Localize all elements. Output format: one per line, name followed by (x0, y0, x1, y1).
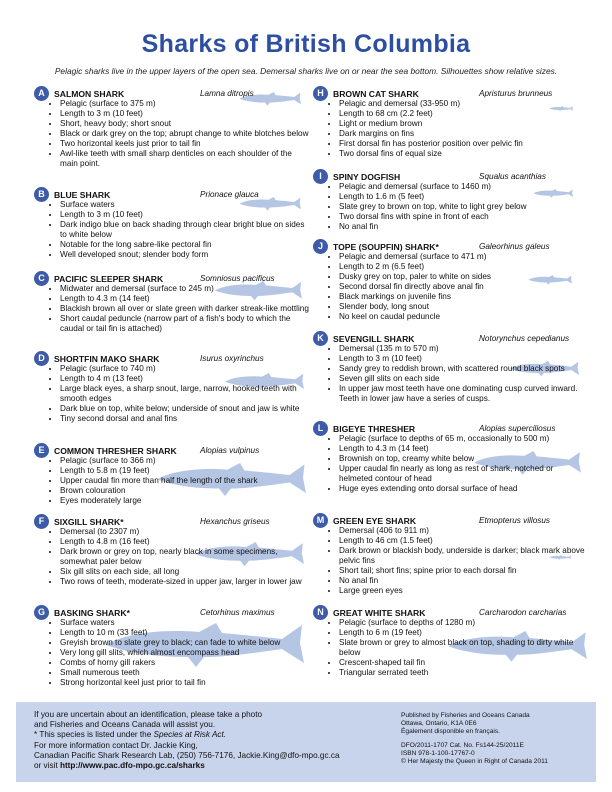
shark-fact: • Blackish brown all over or slate green with darker streak-like mottling (60, 304, 310, 314)
shark-fact: • Demersal (406 to 911 m) (339, 526, 589, 536)
shark-fact: • Length to 5.8 m (19 feet) (60, 466, 310, 476)
shark-fact: • Seven gill slits on each side (339, 374, 589, 384)
website-link[interactable]: http://www.pac.dfo-mpo.gc.ca/sharks (59, 761, 205, 771)
shark-fact: • Awl-like teeth with small sharp denticles on each shoulder of the main point. (60, 149, 310, 169)
shark-fact: • Dark brown or blackish body, underside is darker; black mark above pelvic fins (339, 546, 589, 566)
letter-badge: D (34, 351, 49, 366)
shark-name: BASKING SHARK* (54, 608, 130, 618)
letter-badge: L (313, 421, 328, 436)
shark-name: SPINY DOGFISH (333, 172, 401, 182)
shark-fact: • Pelagic (surface to 375 m) (60, 99, 310, 109)
shark-entry-b (34, 187, 304, 267)
shark-fact: • Length to 4.8 m (16 feet) (60, 537, 310, 547)
shark-fact: • Very long gill slits, which almost encompass head (60, 648, 310, 658)
shark-entry-l (313, 421, 583, 509)
shark-name: COMMON THRESHER SHARK (54, 446, 177, 456)
footer-line: For more information contact Dr. Jackie King, (34, 740, 198, 750)
shark-fact: • Length to 46 cm (1.5 feet) (339, 536, 589, 546)
shark-fact: • Length to 4.3 m (14 feet) (60, 294, 310, 304)
shark-name: GREEN EYE SHARK (333, 516, 417, 526)
shark-name: BIGEYE THRESHER (333, 424, 416, 434)
footer-line: or visit http://www.pac.dfo-mpo.gc.ca/sharks (34, 761, 205, 771)
shark-entry-m (313, 513, 583, 599)
shark-entry-d (34, 351, 304, 439)
shark-fact: • No anal fin (339, 222, 589, 232)
shark-fact: • Two dorsal fins with spine in front of each (339, 212, 589, 222)
shark-fact: • Short caudal peduncle (narrow part of a fish's body to which the caudal or tail fin is attached) (60, 314, 310, 334)
letter-badge: G (34, 605, 49, 620)
shark-entry-c (34, 271, 309, 347)
shark-fact: • Notable for the long sabre-like pectoral fin (60, 240, 310, 250)
shark-facts-list (325, 434, 589, 494)
letter-badge: A (34, 86, 49, 101)
shark-fact: • Slate brown or grey to almost black on top, shading to dirty white below (339, 638, 589, 658)
shark-fact: • Strong horizontal keel just prior to tail fin (60, 678, 310, 688)
shark-fact: • Length to 68 cm (2.2 feet) (339, 109, 589, 119)
shark-name: TOPE (SOUPFIN) SHARK* (333, 242, 439, 252)
shark-fact: • Small numerous teeth (60, 668, 310, 678)
shark-fact: • Length to 1.6 m (5 feet) (339, 192, 589, 202)
page-subtitle: Pelagic sharks live in the upper layers of the open sea. Demersal sharks live on or near the sea bottom. Silhouettes show relative sizes. (54, 66, 558, 76)
shark-fact: • Upper caudal fin nearly as long as rest of shark, notched or helmeted contour of head (339, 464, 589, 484)
shark-fact: • Pelagic and demersal (surface to 471 m) (339, 252, 589, 262)
shark-facts-list (325, 618, 589, 678)
shark-facts-list (325, 182, 589, 232)
scientific-name: Etmopterus villosus (479, 516, 550, 525)
shark-fact: • Length to 3 m (10 feet) (60, 109, 310, 119)
shark-fact: • Slender body, long snout (339, 302, 589, 312)
shark-fact: • No anal fin (339, 576, 589, 586)
publisher-line: Published by Fisheries and Oceans Canada (401, 712, 530, 719)
scientific-name: Apristurus brunneus (479, 89, 553, 98)
shark-facts-list (46, 527, 310, 587)
shark-fact: • Two rows of teeth, moderate-sized in upper jaw, larger in lower jaw (60, 577, 310, 587)
shark-fact: • Large green eyes (339, 586, 589, 596)
shark-fact: • Two horizontal keels just prior to tail fin (60, 139, 310, 149)
shark-fact: • Sandy grey to reddish brown, with scattered round black spots (339, 364, 589, 374)
shark-entry-n (313, 605, 583, 695)
letter-badge: N (313, 605, 328, 620)
shark-fact: • Dark brown or grey on top, nearly black in some specimens, somewhat paler below (60, 547, 310, 567)
shark-facts-list (325, 252, 589, 322)
shark-fact: • Surface waters (60, 200, 310, 210)
footer-publication-info (401, 712, 591, 767)
shark-fact: • Well developed snout; slender body form (60, 250, 310, 260)
shark-fact: • Slate grey to brown on top, white to light grey below (339, 202, 589, 212)
shark-facts-list (325, 344, 589, 404)
shark-entry-k (313, 331, 583, 417)
shark-fact: • Pelagic (surface to 740 m) (60, 364, 310, 374)
shark-fact: • Pelagic and demersal (surface to 1460 m) (339, 182, 589, 192)
shark-fact: • Six gill slits on each side, all long (60, 567, 310, 577)
shark-fact: • Length to 6 m (19 feet) (339, 628, 589, 638)
footer-line: and Fisheries and Oceans Canada will assist you. (34, 720, 216, 730)
shark-fact: • Upper caudal fin more than half the length of the shark (60, 476, 310, 486)
scientific-name: Galeorhinus galeus (479, 242, 550, 251)
letter-badge: B (34, 187, 49, 202)
shark-name: SIXGILL SHARK* (54, 517, 124, 527)
shark-name: GREAT WHITE SHARK (333, 608, 426, 618)
shark-entry-e (34, 443, 304, 509)
scientific-name: Notorynchus cepedianus (479, 334, 570, 343)
letter-badge: M (313, 513, 328, 528)
footer-line: If you are uncertain about an identification, please take a photo (34, 710, 263, 719)
scientific-name: Hexanchus griseus (200, 517, 270, 526)
shark-fact: • Brown colouration (60, 486, 310, 496)
footer-panel (16, 702, 596, 782)
footer-line: * This species is listed under the Species at Risk Act. (34, 730, 227, 740)
shark-fact: • Surface waters (60, 618, 310, 628)
shark-fact: • Length to 4.3 m (14 feet) (339, 444, 589, 454)
shark-fact: • Large black eyes, a sharp snout, large, narrow, hooked teeth with smooth edges (60, 384, 310, 404)
shark-fact: • Brownish on top, creamy white below (339, 454, 589, 464)
shark-fact: • Dark indigo blue on back shading through clear bright blue on sides to white below (60, 220, 310, 240)
letter-badge: F (34, 514, 49, 529)
shark-fact: • Black or dark grey on the top; abrupt change to white blotches below (60, 129, 310, 139)
scientific-name: Carcharodon carcharias (479, 608, 567, 617)
shark-fact: • Midwater and demersal (surface to 245 m) (60, 284, 310, 294)
address-line: Ottawa, Ontario, K1A 0E6 (401, 720, 477, 728)
shark-facts-list (325, 99, 589, 159)
shark-fact: • Demersal (135 m to 570 m) (339, 344, 589, 354)
shark-fact: • Black markings on juvenile fins (339, 292, 589, 302)
letter-badge: J (313, 239, 328, 254)
shark-facts-list (46, 99, 310, 169)
shark-fact: • Length to 10 m (33 feet) (60, 628, 310, 638)
shark-fact: • Short tail; short fins; spine prior to each dorsal fin (339, 566, 589, 576)
shark-name: BLUE SHARK (54, 190, 111, 200)
shark-fact: • Pelagic and demersal (33-950 m) (339, 99, 589, 109)
shark-fact: • In upper jaw most teeth have one dominating cusp curved inward. Teeth in lower jaw have a series of cusps. (339, 384, 589, 404)
shark-fact: • Tiny second dorsal and anal fins (60, 414, 310, 424)
shark-facts-list (46, 200, 310, 260)
shark-name: SEVENGILL SHARK (333, 334, 415, 344)
scientific-name: Isurus oxyrinchus (200, 354, 264, 363)
shark-name: PACIFIC SLEEPER SHARK (54, 274, 164, 284)
shark-fact: • Greyish brown to slate grey to black; can fade to white below (60, 638, 310, 648)
shark-fact: • Length to 3 m (10 feet) (60, 210, 310, 220)
letter-badge: K (313, 331, 328, 346)
shark-fact: • Combs of horny gill rakers (60, 658, 310, 668)
shark-facts-list (46, 284, 310, 334)
french-note: Également disponible en français. (401, 728, 500, 736)
scientific-name: Alopias vulpinus (200, 446, 260, 455)
shark-fact: • Dark blue on top, white below; underside of snout and jaw is white (60, 404, 310, 414)
shark-fact: • Length to 2 m (6.5 feet) (339, 262, 589, 272)
letter-badge: H (313, 86, 328, 101)
shark-fact: • Triangular serrated teeth (339, 668, 589, 678)
scientific-name: Alopias superciliosus (479, 424, 556, 433)
shark-facts-list (46, 456, 310, 506)
shark-fact: • First dorsal fin has posterior position over pelvic fin (339, 139, 589, 149)
scientific-name: Somniosus pacificus (200, 274, 275, 283)
shark-fact: • Dark margins on fins (339, 129, 589, 139)
shark-fact: • Huge eyes extending onto dorsal surface of head (339, 484, 589, 494)
shark-name: SALMON SHARK (54, 89, 125, 99)
shark-fact: • Light or medium brown (339, 119, 589, 129)
scientific-name: Cetorhinus maximus (200, 608, 275, 617)
shark-fact: • Length to 3 m (10 feet) (339, 354, 589, 364)
shark-entry-a (34, 86, 309, 182)
shark-fact: • Pelagic (surface to 366 m) (60, 456, 310, 466)
shark-fact: • Dusky grey on top, paler to white on sides (339, 272, 589, 282)
isbn-line: ISBN 978-1-100-17767-0 (401, 750, 475, 758)
shark-fact: • Length to 4 m (13 feet) (60, 374, 310, 384)
copyright-line: © Her Majesty the Queen in Right of Canada 2011 (401, 758, 548, 766)
shark-name: BROWN CAT SHARK (333, 89, 419, 99)
shark-fact: • Short, heavy body; short snout (60, 119, 310, 129)
shark-entry-f (34, 514, 304, 600)
catalogue-line: DFO/2011-1707 Cat. No. Fs144-25/2011E (401, 742, 524, 750)
shark-entry-h (313, 86, 583, 164)
shark-facts-list (46, 618, 310, 688)
page-title: Sharks of British Columbia (141, 30, 471, 58)
shark-fact: • Pelagic (surface to depths of 65 m, occasionally to 500 m) (339, 434, 589, 444)
shark-entry-g (34, 605, 304, 705)
letter-badge: I (313, 169, 328, 184)
shark-entry-j (313, 239, 583, 327)
letter-badge: C (34, 271, 49, 286)
shark-fact: • No keel on caudal peduncle (339, 312, 589, 322)
shark-fact: • Demersal (to 2307 m) (60, 527, 310, 537)
shark-fact: • Two dorsal fins of equal size (339, 149, 589, 159)
shark-fact: • Crescent-shaped tail fin (339, 658, 589, 668)
shark-fact: • Eyes moderately large (60, 496, 310, 506)
letter-badge: E (34, 443, 49, 458)
scientific-name: Squalus acanthias (479, 172, 546, 181)
shark-fact: • Pelagic (surface to depths of 1280 m) (339, 618, 589, 628)
scientific-name: Lamna ditropis (200, 89, 254, 98)
shark-name: SHORTFIN MAKO SHARK (54, 354, 160, 364)
shark-fact: • Second dorsal fin directly above anal fin (339, 282, 589, 292)
shark-facts-list (46, 364, 310, 424)
shark-entry-i (313, 169, 583, 235)
scientific-name: Prionace glauca (200, 190, 259, 199)
footer-contact (34, 710, 394, 771)
footer-line: Canadian Pacific Shark Research Lab, (250) 756-7176, Jackie.King@dfo-mpo.gc.ca (34, 750, 340, 760)
shark-facts-list (325, 526, 589, 596)
